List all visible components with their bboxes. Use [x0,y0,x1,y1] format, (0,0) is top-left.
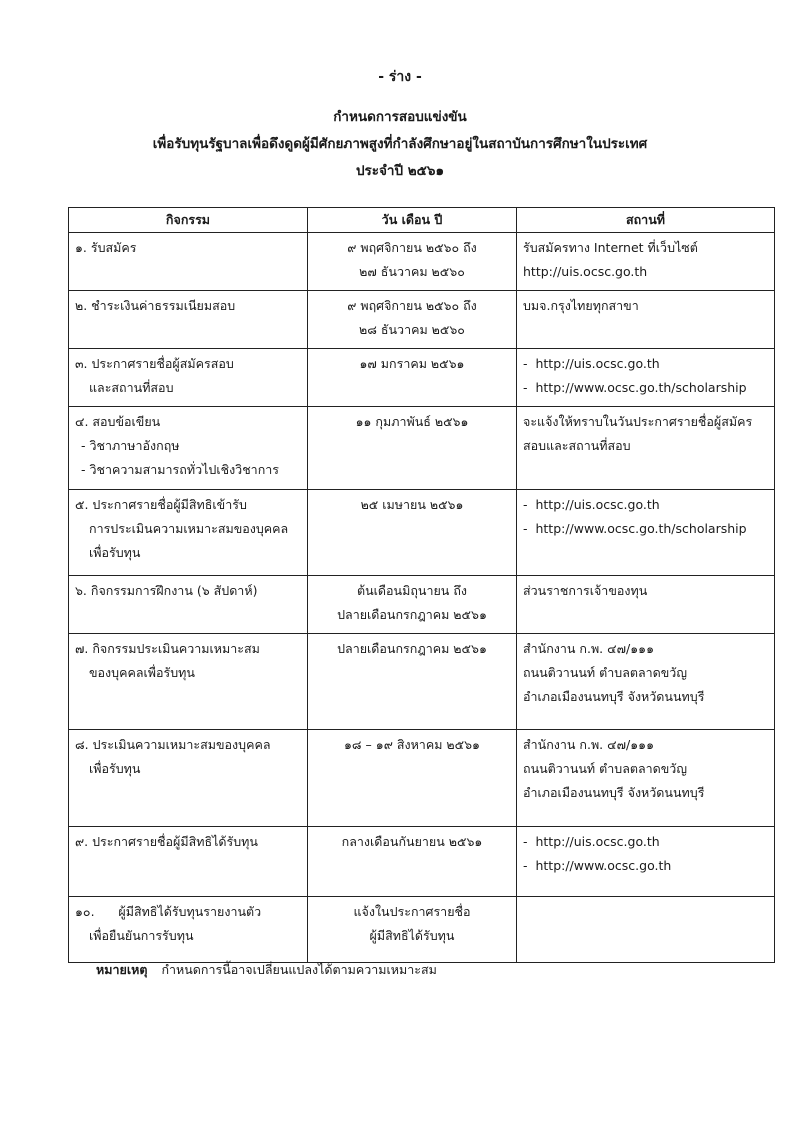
table-header-row [69,208,775,233]
place-cell [517,349,775,407]
schedule-table [68,207,775,963]
table-row [69,634,775,730]
activity-cell: ๒. ชำระเงินค่าธรรมเนียมสอบ [69,291,308,349]
url-link: http://uis.ocsc.go.th [523,264,648,279]
table-row [69,827,775,897]
document-title [0,104,800,185]
date-cell: แจ้งในประกาศรายชื่อ ผู้มีสิทธิได้รับทุน [308,897,517,963]
table-row [69,897,775,963]
table-row [69,291,775,349]
table-row [69,730,775,827]
activity-cell: ๗. กิจกรรมประเมินความเหมาะสม ของบุคคลเพื่อรับทุน [69,634,308,730]
footnote [96,960,437,980]
activity-cell: ๘. ประเมินความเหมาะสมของบุคคล เพื่อรับทุน [69,730,308,827]
title-line-1: กำหนดการสอบแข่งขัน [333,109,467,125]
header-date: วัน เดือน ปี [308,208,517,233]
table-row [69,490,775,576]
date-cell: ๙ พฤศจิกายน ๒๕๖๐ ถึง ๒๘ ธันวาคม ๒๕๖๐ [308,291,517,349]
header-place: สถานที่ [517,208,775,233]
table-row [69,233,775,291]
place-cell: ส่วนราชการเจ้าของทุน [517,576,775,634]
activity-cell: ๙. ประกาศรายชื่อผู้มีสิทธิได้รับทุน [69,827,308,897]
place-cell: จะแจ้งให้ทราบในวันประกาศรายชื่อผู้สมัคร สอบและสถานที่สอบ [517,407,775,490]
date-cell: ๑๘ – ๑๙ สิงหาคม ๒๕๖๑ [308,730,517,827]
activity-cell: ๑๐. ผู้มีสิทธิได้รับทุนรายงานตัว เพื่อยืนยันการรับทุน [69,897,308,963]
date-cell: กลางเดือนกันยายน ๒๕๖๑ [308,827,517,897]
activity-cell: ๓. ประกาศรายชื่อผู้สมัครสอบ และสถานที่สอบ [69,349,308,407]
url-link: - http://uis.ocsc.go.th [523,493,768,517]
place-cell [517,490,775,576]
activity-cell: ๕. ประกาศรายชื่อผู้มีสิทธิเข้ารับ การประเมินความเหมาะสมของบุคคล เพื่อรับทุน [69,490,308,576]
url-link: - http://uis.ocsc.go.th [523,352,768,376]
activity-cell: ๖. กิจกรรมการฝึกงาน (๖ สัปดาห์) [69,576,308,634]
table-row [69,349,775,407]
table-row [69,407,775,490]
place-cell [517,827,775,897]
date-cell: ๑๗ มกราคม ๒๕๖๑ [308,349,517,407]
activity-cell: ๔. สอบข้อเขียน - วิชาภาษาอังกฤษ - วิชาความสามารถทั่วไปเชิงวิชาการ [69,407,308,490]
date-cell: ปลายเดือนกรกฎาคม ๒๕๖๑ [308,634,517,730]
url-link: - http://www.ocsc.go.th/scholarship [523,376,768,400]
header-activity: กิจกรรม [69,208,308,233]
place-cell: รับสมัครทาง Internet ที่เว็บไซต์ http://uis.ocsc.go.th [517,233,775,291]
url-link: - http://www.ocsc.go.th/scholarship [523,517,768,541]
place-cell [517,897,775,963]
place-cell: บมจ.กรุงไทยทุกสาขา [517,291,775,349]
date-cell: ๑๑ กุมภาพันธ์ ๒๕๖๑ [308,407,517,490]
table-row [69,576,775,634]
draft-mark: - ร่าง - [378,69,422,85]
date-cell: ๒๕ เมษายน ๒๕๖๑ [308,490,517,576]
date-cell: ๙ พฤศจิกายน ๒๕๖๐ ถึง ๒๗ ธันวาคม ๒๕๖๐ [308,233,517,291]
activity-cell: ๑. รับสมัคร [69,233,308,291]
title-line-2: เพื่อรับทุนรัฐบาลเพื่อดึงดูดผู้มีศักยภาพสูงที่กำลังศึกษาอยู่ในสถาบันการศึกษาในประเทศ [152,136,648,152]
place-cell: สำนักงาน ก.พ. ๔๗/๑๑๑ ถนนติวานนท์ ตำบลตลาดขวัญ อำเภอเมืองนนทบุรี จังหวัดนนทบุรี [517,730,775,827]
date-cell: ต้นเดือนมิถุนายน ถึง ปลายเดือนกรกฎาคม ๒๕๖๑ [308,576,517,634]
place-cell: สำนักงาน ก.พ. ๔๗/๑๑๑ ถนนติวานนท์ ตำบลตลาดขวัญ อำเภอเมืองนนทบุรี จังหวัดนนทบุรี [517,634,775,730]
url-link: - http://uis.ocsc.go.th [523,830,768,854]
footnote-text: กำหนดการนี้อาจเปลี่ยนแปลงได้ตามความเหมาะสม [161,962,437,977]
url-link: - http://www.ocsc.go.th [523,854,768,878]
footnote-label: หมายเหตุ [96,962,148,977]
title-line-3: ประจำปี ๒๕๖๑ [355,163,445,179]
